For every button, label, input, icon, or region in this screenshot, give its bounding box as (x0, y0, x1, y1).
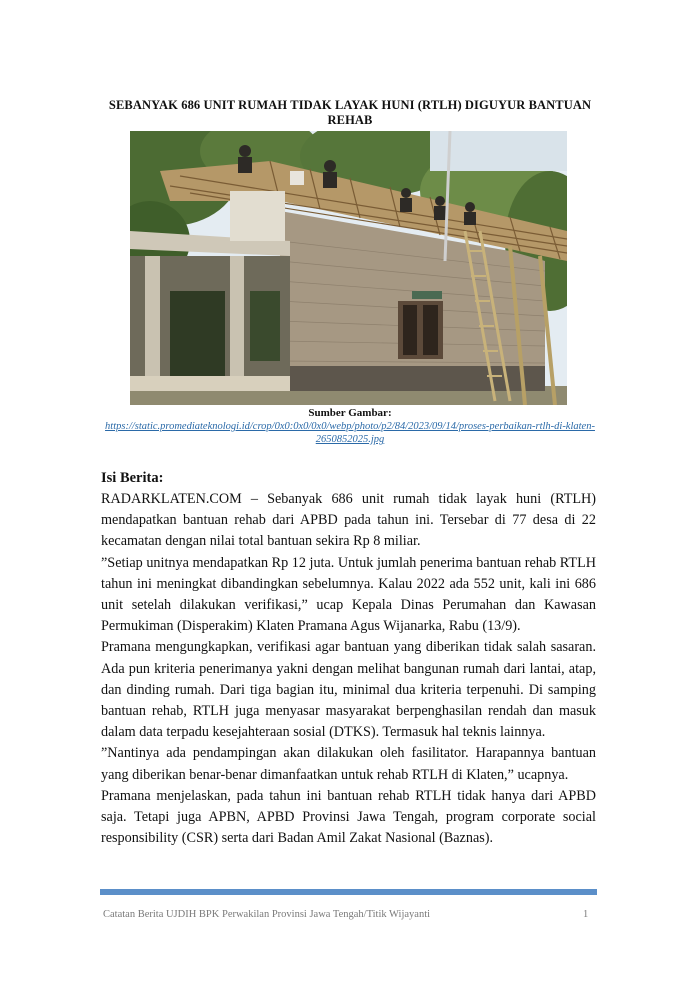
article-paragraph: Pramana mengungkapkan, verifikasi agar bantuan yang diberikan tidak salah sasaran. Ada pun kriteria penerimanya yakni dengan melihat bangunan rumah dari lantai, atap, dan dinding rumah. Dari tiga bagian itu, minimal dua kriteria terpenuhi. Di samping bantuan rehab, RTLH juga menyasar masyarakat berpenghasilan rendah dan masuk dalam data terpadu kesejahteraan sosial (DTKS). Termasuk hal teknis lainnya. (101, 639, 596, 741)
section-label: Isi Berita: (101, 470, 164, 486)
article-paragraph: ”Nantinya ada pendampingan akan dilakukan oleh fasilitator. Harapannya bantuan yang diberikan benar-benar dimanfaatkan untuk rehab RTLH di Klaten,” ucapnya. (101, 745, 596, 783)
image-source-link[interactable]: https://static.promediateknologi.id/crop/0x0:0x0/0x0/webp/photo/p2/84/2023/09/14/proses-perbaikan-rtlh-di-klaten-2650852025.jpg (105, 421, 595, 445)
article-body (101, 489, 596, 849)
footer-text: Catatan Berita UJDIH BPK Perwakilan Provinsi Jawa Tengah/Titik Wijayanti (103, 909, 431, 920)
article-paragraph: ”Setiap unitnya mendapatkan Rp 12 juta. Untuk jumlah penerima bantuan rehab RTLH tahun ini meningkat dibandingkan sebelumnya. Kalau 2022 ada 552 unit, kali ini 686 unit setelah dilakukan verifikasi,” ucap Kepala Dinas Perumahan dan Kawasan Permukiman (Disperakim) Klaten Pramana Agus Wijanarka, Rabu (13/9). (101, 554, 596, 635)
article-paragraph: RADARKLATEN.COM – Sebanyak 686 unit rumah tidak layak huni (RTLH) mendapatkan bantuan rehab dari APBD pada tahun ini. Tersebar di 77 desa di 22 kecamatan dengan nilai total bantuan sekira Rp 8 miliar. (101, 491, 596, 550)
page-number: 1 (583, 909, 589, 920)
document-title: SEBANYAK 686 UNIT RUMAH TIDAK LAYAK HUNI (RTLH) DIGUYUR BANTUAN REHAB (108, 98, 592, 127)
article-paragraph: Pramana menjelaskan, pada tahun ini bantuan rehab RTLH tidak hanya dari APBD saja. Tetapi juga APBN, APBD Provinsi Jawa Tengah, program corporate social responsibility (CSR) serta dari Badan Amil Zakat Nasional (Baznas). (101, 787, 596, 847)
image-caption-label: Sumber Gambar: (308, 407, 392, 419)
footer-divider (100, 889, 597, 895)
news-photo (130, 131, 567, 405)
